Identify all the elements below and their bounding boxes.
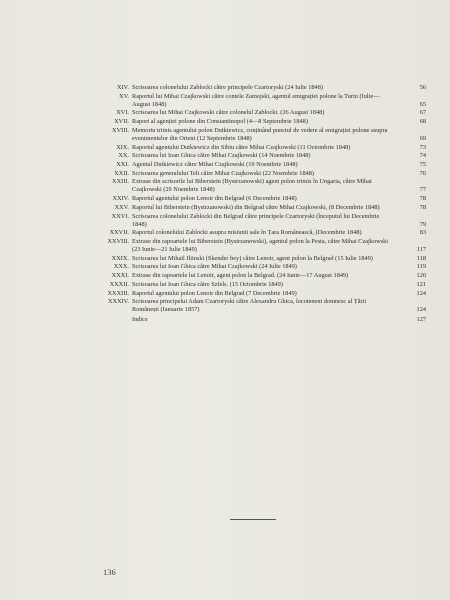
toc-entry [86,144,426,152]
toc-entry-numeral: XV. [119,92,129,100]
toc-entry-numeral: XXVI. [111,212,129,220]
toc-entry-numeral: XXXIV. [107,298,129,306]
toc-entry-title: Raportul agentului polon Lenoir din Belgrad (6 Decembrie 1848) [132,195,297,203]
toc-entry-page: 56 [419,84,426,91]
toc-entry [86,127,426,143]
page-number: 136 [103,567,116,577]
toc-entry-title: Extrase din rapoartele lui Lenoir, agent polon la Belgrad. (24 Iunie—17 August 1849) [132,272,349,280]
toc-entry-title: Scrisoarea colonelului Zablocki din Belgrad către principele Czartoryski (începutul lui Decembrie 1848) [132,212,380,228]
toc-entry-page: 69 [419,134,426,142]
toc-entry [86,118,426,126]
toc-entry-page: 119 [416,263,426,271]
toc-entry-title: Scrisoarea principelui Adam Czartoryski către Alexandru Ghica, locotenent domnesc al Țării Românești (Ianuarie 1857) [132,298,367,314]
toc-entry-page: 79 [419,220,426,228]
toc-entry-numeral: XXII. [114,169,129,177]
toc-entry-numeral: XVI. [116,109,129,117]
toc-entry [86,213,426,229]
toc-entry [86,109,426,117]
toc-entry-title: Raportul lui Biberstein (Bystrzanowski) din Belgrad către Mihai Czajkowski, (8 Decembrie 1848) [132,203,380,211]
toc-entry-title: Extrase din rapoartele lui Biberstein (Bystrzanowski), agentul polon la Pesta, către Mihai Czajkowski (23 Iunie—21 Iulie 1849) [132,238,389,254]
toc-entry [86,281,426,289]
toc-entry-page: 118 [416,254,426,262]
end-rule [230,519,276,520]
toc-entry-numeral: XXI. [116,161,129,168]
toc-index-spacer [86,316,132,324]
toc-entry-page: 68 [419,118,426,126]
toc-entry [86,178,426,194]
toc-entry-numeral: XXV. [114,203,129,211]
toc-entry-title: Raportul agentului polon Lenoir din Belgrad (7 Decembrie 1849) [132,289,297,297]
toc-index-entry [86,316,426,324]
toc-entry-numeral: XXVII. [109,229,129,237]
toc-entry-page: 124 [416,289,426,297]
toc-entry-title: Raportul lui Mihai Czajkowski către contele Zamojski, agentul emigrației polone la Turin (Iulie—August 1848) [132,92,380,108]
toc-entry-numeral: XXIV. [112,195,129,203]
toc-entry-numeral: XXIII. [112,178,129,186]
toc-entry-page: 78 [419,195,426,203]
toc-entry-title: Extrase din scrisorile lui Biberstein (Bystrzanowski) agent polon trimis în Ungaria, către Mihai Czajkowski (29 Noembrie 1848) [132,178,372,194]
toc-entry-title: Scrisoarea lui Mihail Iliinski (Skender bey) către Lenoir, agent polon la Belgrad (15 Iulie 1849) [132,254,373,262]
toc-entry-page: 78 [419,203,426,211]
toc-entry [86,170,426,178]
toc-entry [86,93,426,109]
toc-entry-title: Scrisoarea lui Ioan Ghica către Mihai Czajkowski (14 Noembrie 1848) [132,152,311,160]
toc-entry-title: Agentul Dutkiewicz către Mihai Czajkowski (19 Noembrie 1848) [132,161,298,168]
toc-entry [86,161,426,169]
toc-entry-title: Scrisoarea colonelului Zablocki către principele Czartoryski (24 Iulie 1848) [132,84,323,91]
toc-entry [86,238,426,254]
toc-entry-page: 74 [419,152,426,160]
toc-entry-numeral: XVIII. [112,126,129,134]
toc-entry-title: Scrisoarea lui Mihai Czajkowski către colonelul Zablocki. (26 August 1848) [132,109,325,117]
toc-entry-title: Memoriu trimis agentului polon Dutkiewicz, conținând punctul de vedere al emigrației polone asupra evenimentelor din Orient (12 Septembrie 1848) [132,126,388,142]
toc-entry [86,84,426,92]
toc-entry-numeral: XIV. [117,84,129,91]
toc-entry [86,195,426,203]
table-of-contents [86,84,426,325]
toc-entry-page: 117 [416,246,426,254]
toc-entry [86,255,426,263]
toc-entry-title: Scrisoarea generalului Teli către Mihai Czajkowski (22 Noembrie 1848) [132,169,314,177]
toc-entry-page: 121 [416,280,426,288]
toc-entry [86,272,426,280]
toc-entry [86,204,426,212]
toc-entry-numeral: XXXIII. [107,289,129,297]
toc-entry [86,298,426,314]
toc-entry-numeral: XVII. [114,118,129,126]
toc-entry [86,290,426,298]
toc-entry-title: Raportul colonelului Zablocki asupra misiunii sale în Țara Românească, (Decembrie 1848) [132,229,362,237]
toc-entry-page: 75 [419,161,426,168]
toc-entries [86,84,426,314]
toc-entry-numeral: XIX. [116,143,129,151]
toc-entry-page: 76 [419,169,426,177]
toc-entry-numeral: XXXII. [109,280,129,288]
toc-entry-title: Scrisoarea lui Ioan Ghica către Mihai Czajkowski (24 Iulie 1849) [132,263,297,271]
toc-entry [86,229,426,237]
toc-entry-title: Raport al agenției polone din Constantinopol (4—8 Septembrie 1848) [132,118,308,126]
toc-entry-title: Scrisoarea lui Ioan Ghica către Szfels. (15 Octombrie 1849) [132,280,283,288]
toc-entry-numeral: XXIX. [111,254,129,262]
toc-entry-page: 124 [416,306,426,314]
toc-entry-numeral: XXVIII. [107,238,129,245]
toc-entry [86,152,426,160]
toc-entry-page: 65 [419,100,426,108]
toc-entry-page: 120 [416,272,426,280]
toc-entry-numeral: XXX. [113,263,129,271]
toc-entry-numeral: XXXI. [111,272,129,280]
toc-entry-page: 73 [419,143,426,151]
toc-entry [86,263,426,271]
toc-entry-numeral: XX. [118,152,129,160]
toc-index-label: Indice [132,316,148,324]
toc-entry-title: Raportul agentului Dutkiewicz din Sibiu către Mihai Czajkowski (11 Octombrie 1848) [132,143,351,151]
toc-entry-page: 83 [419,229,426,237]
toc-entry-page: 77 [419,186,426,194]
toc-entry-page: 67 [419,109,426,117]
toc-index-page: 127 [416,316,426,324]
